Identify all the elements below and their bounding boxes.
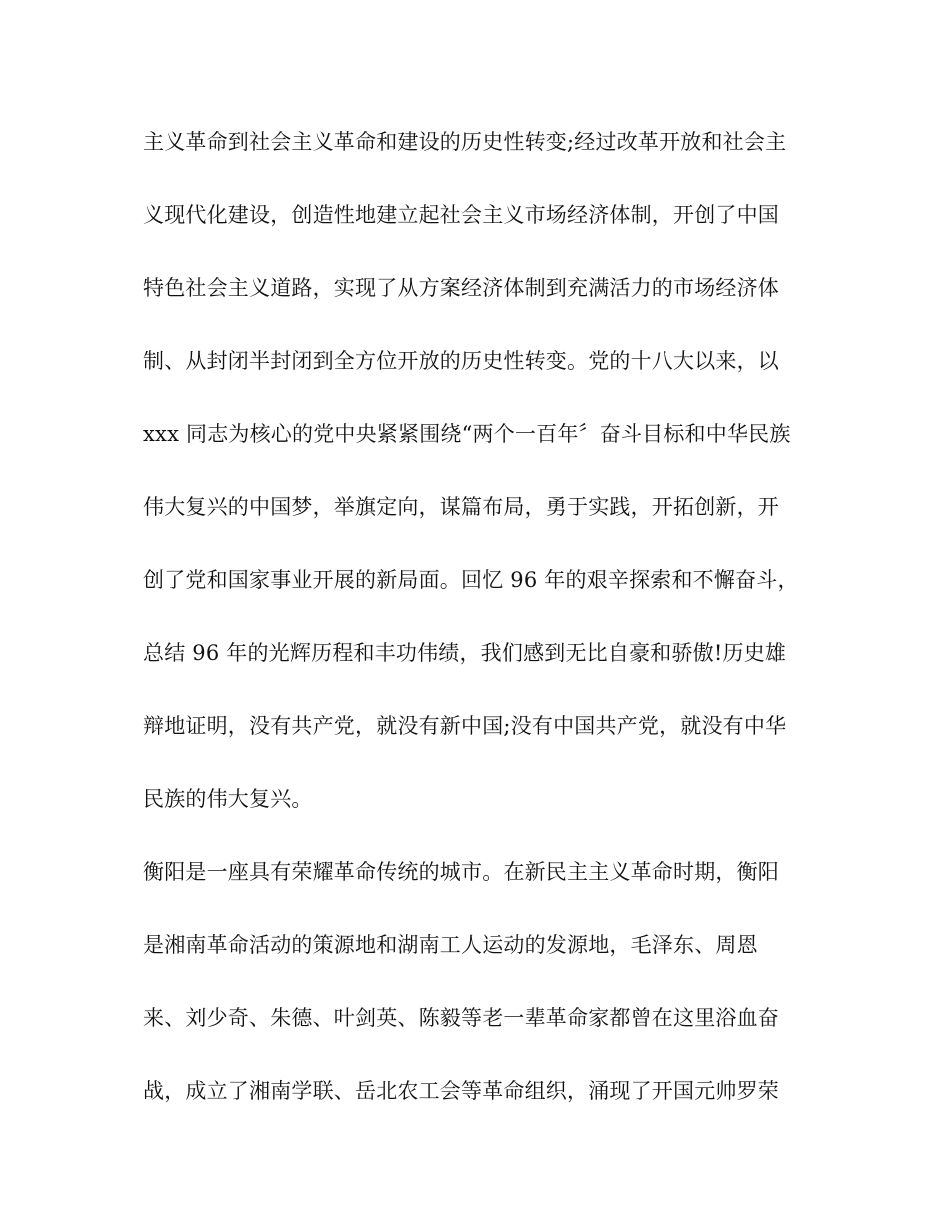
text-line-13: 来、刘少奇、朱德、叶剑英、陈毅等老一辈革命家都曾在这里浴血奋 (143, 1006, 779, 1030)
text-line-4: 制、从封闭半封闭到全方位开放的历史性转变。党的十八大以来，以 (143, 349, 779, 373)
text-line-5: xxx 同志为核心的党中央紧紧围绕“两个一百年〞奋斗目标和中华民族 (143, 422, 791, 446)
text-line-10: 民族的伟大复兴。 (143, 787, 313, 811)
text-line-7: 创了党和国家事业开展的新局面。回忆 96 年的艰辛探索和不懈奋斗， (143, 568, 799, 592)
text-line-12: 是湘南革命活动的策源地和湖南工人运动的发源地，毛泽东、周恩 (143, 933, 758, 957)
text-line-1: 主义革命到社会主义革命和建设的历史性转变;经过改革开放和社会主 (143, 130, 787, 154)
text-line-9: 辩地证明，没有共产党，就没有新中国;没有中国共产党，就没有中华 (143, 714, 787, 738)
text-line-2: 义现代化建设，创造性地建立起社会主义市场经济体制，开创了中国 (143, 203, 779, 227)
text-line-6: 伟大复兴的中国梦，举旗定向，谋篇布局，勇于实践，开拓创新，开 (143, 495, 779, 519)
text-line-3: 特色社会主义道路，实现了从方案经济体制到充满活力的市场经济体 (143, 276, 779, 300)
text-line-14: 战，成立了湘南学联、岳北农工会等革命组织，涌现了开国元帅罗荣 (143, 1079, 779, 1103)
text-line-11: 衡阳是一座具有荣耀革命传统的城市。在新民主主义革命时期，衡阳 (143, 860, 779, 884)
text-line-8: 总结 96 年的光辉历程和丰功伟绩，我们感到无比自豪和骄傲!历史雄 (143, 641, 787, 665)
